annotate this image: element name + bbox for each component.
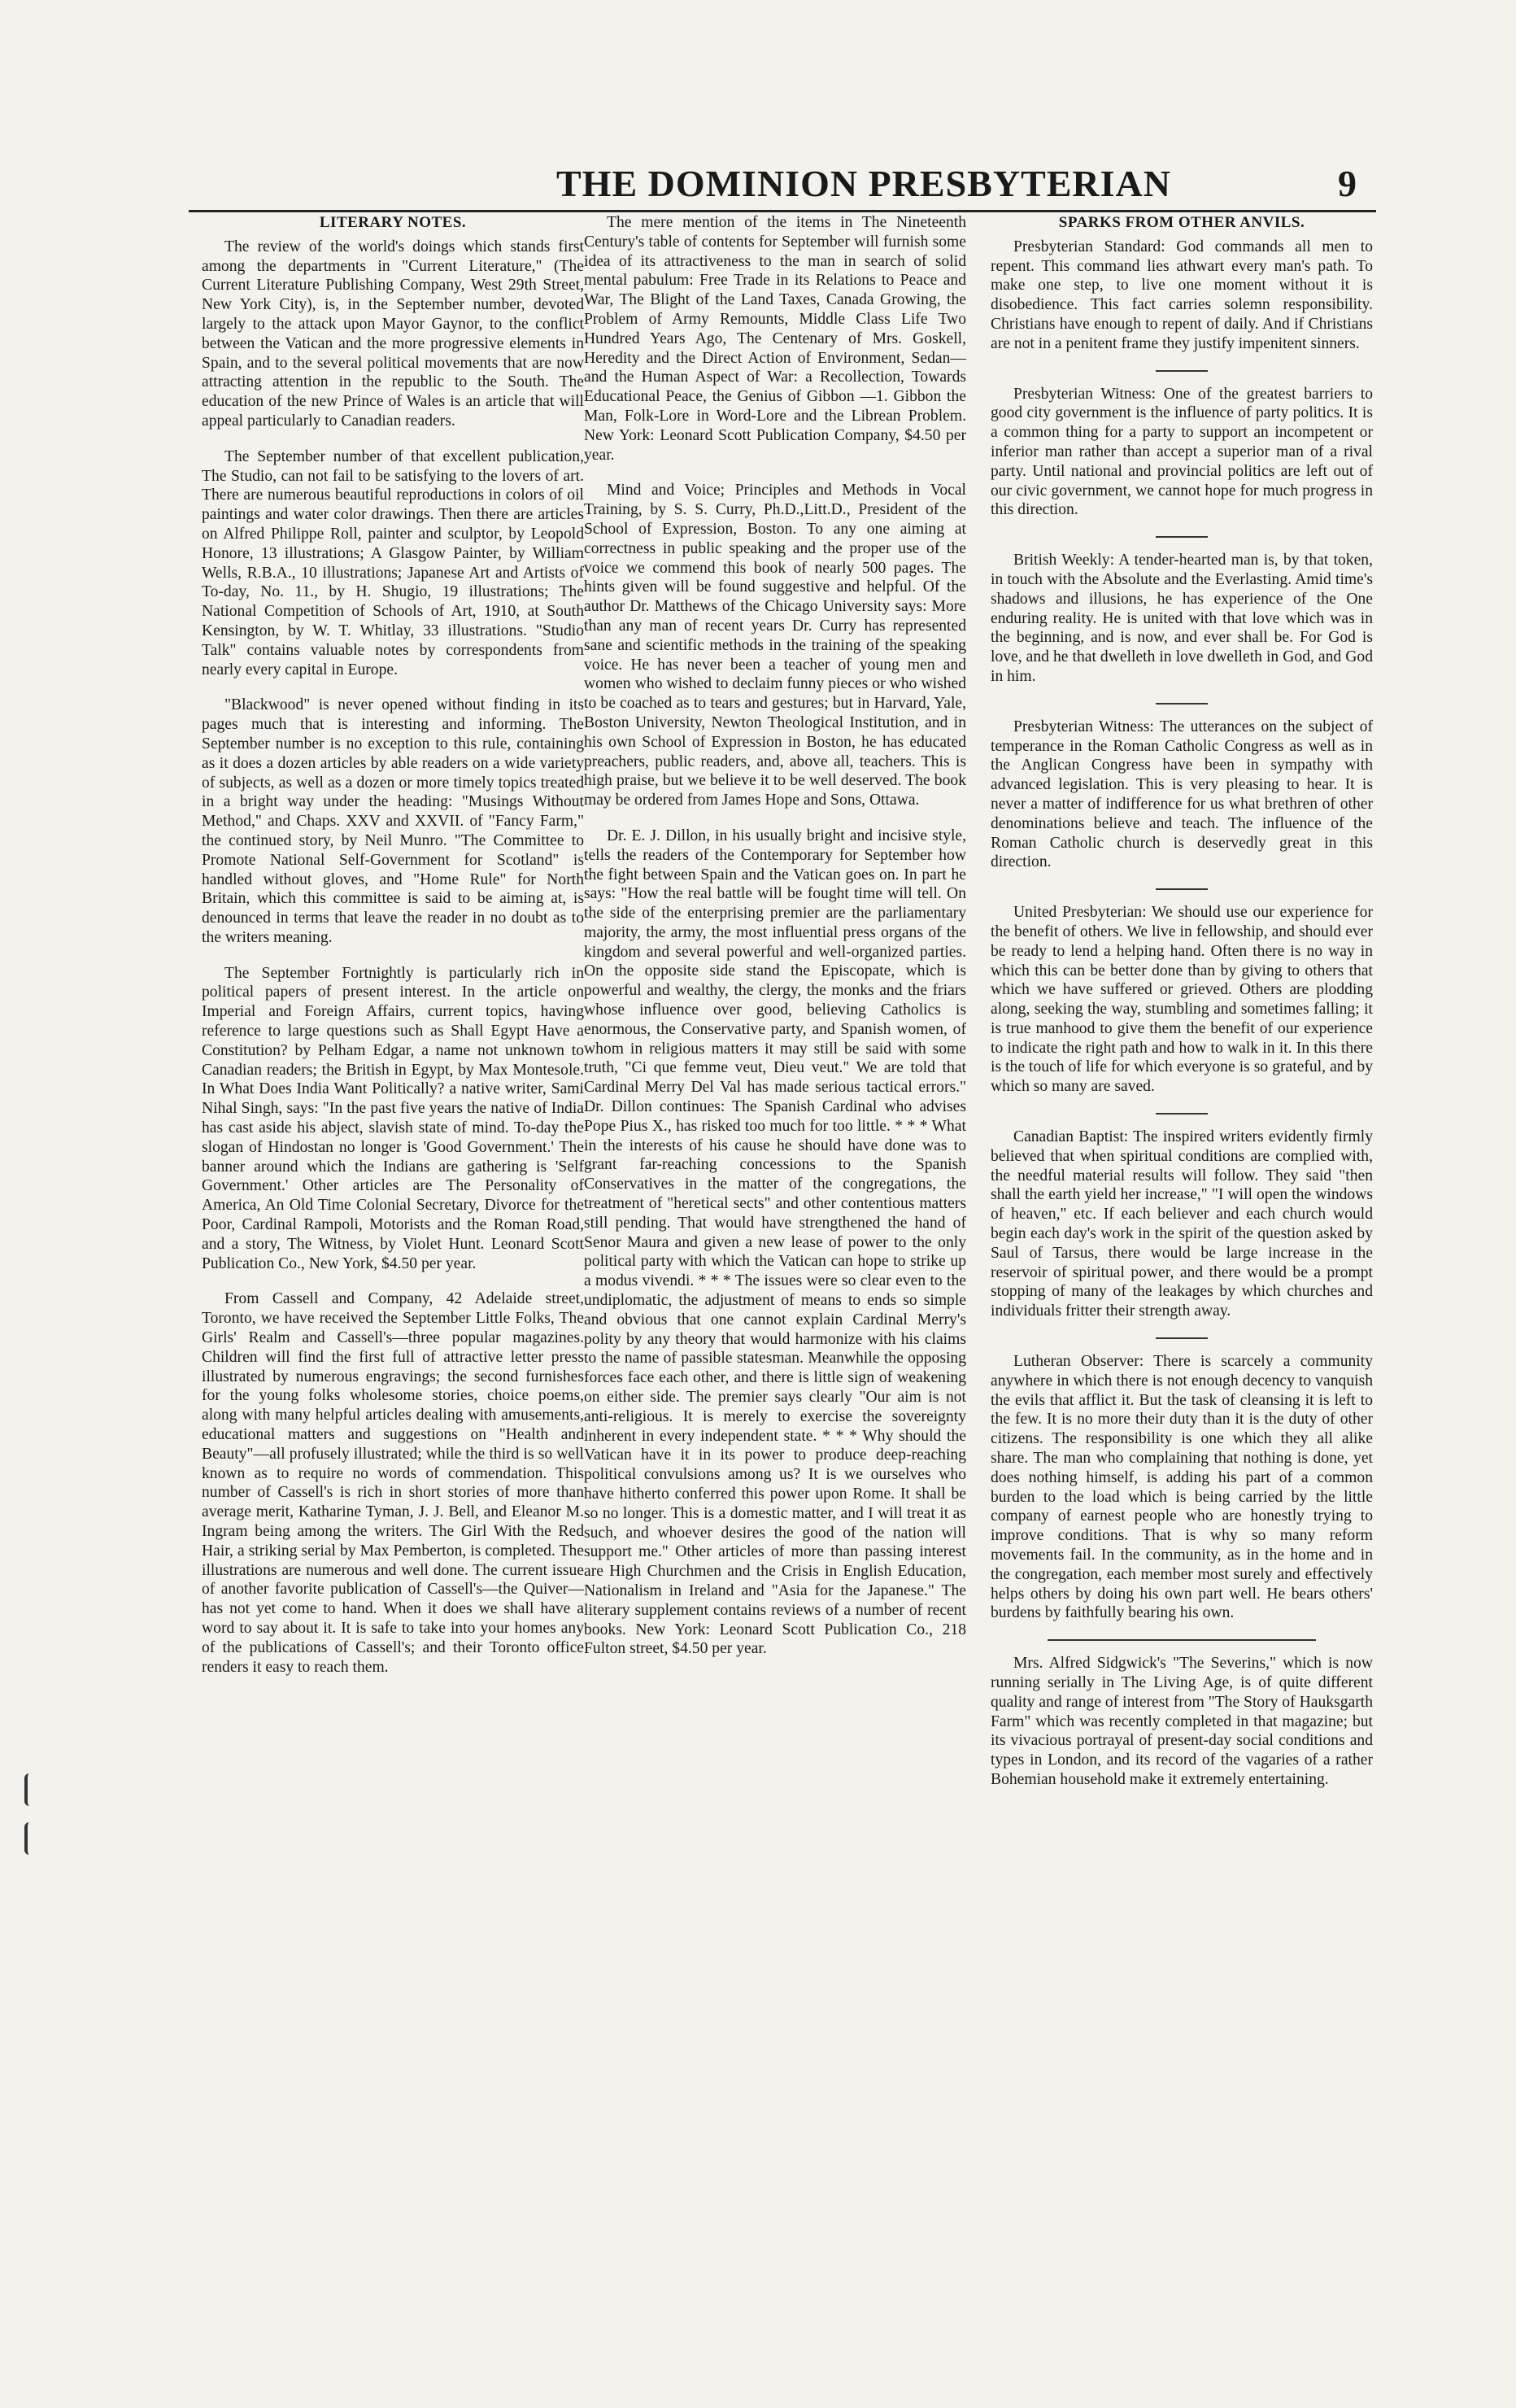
quote-paragraph: Canadian Baptist: The inspired writers evidently firmly believed that when spiritual conditions are complied with, the needful material results will follow. They said "then shall the earth yield her increase," "I will open the windows of heaven," etc. If each believer and each church would begin each day's work in the spirit of the question asked by Saul of Tarsus, there would be large increase in the reservoir of spiritual power, and there would be a prompt stopping of many of the leakages by which churches and individuals fritter their strength away. xyxy=(991,1128,1373,1320)
quote-paragraph: Presbyterian Standard: God commands all men to repent. This command lies athwart every man's path. To make one step, to live one moment without it is disobedience. This fact carries solemn responsibility. Christians have enough to repent of daily. And if Christians are not in a penitent frame they justify impenitent sinners. xyxy=(991,238,1373,352)
separator-rule xyxy=(1156,1337,1208,1339)
masthead xyxy=(189,159,1376,212)
masthead-rule xyxy=(189,210,1376,212)
separator-rule xyxy=(1156,370,1208,372)
article-paragraph: The review of the world's doings which stands first among the departments in "Current Literature," (The Current Literature Publishing Company, West 29th Street, New York City), is, in the September number, devoted largely to the attack upon Mayor Gaynor, to the conflict between the Vatican and the more progressive elements in Spain, and to the several political movements that are now attracting attention in the republic to the South. The education of the new Prince of Wales is an article that will appeal particularly to Canadian readers. xyxy=(202,238,584,430)
section-heading: SPARKS FROM OTHER ANVILS. xyxy=(1058,214,1305,231)
separator-rule xyxy=(1156,536,1208,538)
column-literary-notes xyxy=(202,213,584,1693)
article-paragraph: The mere mention of the items in The Nineteenth Century's table of contents for September will furnish some idea of its attractiveness to the man in search of solid mental pabulum: Free Trade in its Relations to Peace and War, The Blight of the Land Taxes, Canada Growing, the Problem of Army Remounts, Middle Class Life Two Hundred Years Ago, The Centenary of Mrs. Goskell, Heredity and the Direct Action of Environment, Sedan—and the Human Aspect of War: a Recollection, Towards Educational Peace, the Genius of Gibbon —1. Gibbon the Man, Folk-Lore in Word-Lore and the Librean Problem. New York: Leonard Scott Publication Company, $4.50 per year. xyxy=(584,214,966,464)
quote-paragraph: Presbyterian Witness: The utterances on the subject of temperance in the Roman Catholic Congress as well as in the Anglican Congress have been in sympathy with advanced legislation. This is very pleasing to hear. It is never a matter of indifference for us what brethren of other denominations believe and teach. The influence of the Roman Catholic church is deservedly great in this direction. xyxy=(991,718,1373,871)
section-heading: LITERARY NOTES. xyxy=(319,214,467,231)
column-reviews xyxy=(584,213,966,1675)
page-number: 9 xyxy=(1338,163,1357,204)
separator-rule xyxy=(1156,1113,1208,1115)
quote-paragraph: Lutheran Observer: There is scarcely a community anywhere in which there is not enough decency to vanquish the evils that afflict it. But the task of cleansing it is left to the few. It is no more their duty than it is the duty of other citizens. The responsibility is one which they all alike share. The man who complaining that nothing is done, yet does nothing himself, is adding his part of a common burden to the load which is being carried by the little company of earnest people who are honestly trying to improve conditions. That is why so many reform movements fail. In the community, as in the home and in the congregation, each member most surely and effectively helps others by doing his own part well. He bears others' burdens by faithfully bearing his own. xyxy=(991,1353,1373,1622)
column-sparks xyxy=(991,213,1373,1806)
separator-rule xyxy=(1048,1639,1316,1641)
article-paragraph: The September Fortnightly is particularly rich in political papers of present interest. In the article on Imperial and Foreign Affairs, current topics, having reference to large questions such as Shall Egypt Have a Constitution? by Pelham Edgar, a name not unknown to Canadian readers; the British in Egypt, by Max Montesole. In What Does India Want Politically? a native writer, Sami Nihal Singh, says: "In the past five years the native of India has cast aside his abject, slavish state of mind. To-day the slogan of Hindostan no longer is 'Good Government.' The banner around which the Indians are gathering is 'Self Government.' Other articles are The Personality of America, An Old Time Colonial Secretary, Divorce for the Poor, Cardinal Rampoli, Motorists and the Roman Road, and a story, The Witness, by Violet Hunt. Leonard Scott Publication Co., New York, $4.50 per year. xyxy=(202,964,584,1272)
article-paragraph: Mrs. Alfred Sidgwick's "The Severins," which is now running serially in The Living Age, is of quite different quality and range of interest from "The Story of Hauksgarth Farm" which was recently completed in that magazine; but its vivacious portrayal of present-day social conditions and types in London, and its record of the vagaries of a rather Bohemian household make it extremely entertaining. xyxy=(991,1655,1373,1788)
article-paragraph: Dr. E. J. Dillon, in his usually bright and incisive style, tells the readers of the Contemporary for September how the fight between Spain and the Vatican goes on. In part he says: "How the real battle will be fought time will tell. On the side of the enterprising premier are the parliamentary majority, the army, the most influential press organs of the kingdom and several powerful and well-organized parties. On the opposite side stand the Episcopate, which is powerful and wealthy, the clergy, the monks and the friars whose influence over good, believing Catholics is enormous, the Conservative party, and Spanish women, of whom in religious matters it may still be said with some truth, "Ci que femme veut, Dieu veut." We are told that Cardinal Merry Del Val has made serious tactical errors." Dr. Dillon continues: The Spanish Cardinal who advises Pope Pius X., has risked too much for too little. * * * What in the interests of his cause he should have done was to grant far-reaching concessions to the Spanish Conservatives in the matter of the congregations, the treatment of "heretical sects" and other contentious matters still pending. That would have strengthened the hand of Senor Maura and given a new lease of power to the only political party with which the Vatican can hope to strike up a modus vivendi. * * * The issues were so clear even to the undiplomatic, the adjustment of means to ends so simple and obvious that one cannot explain Cardinal Merry's polity by any theory that would harmonize with his claims to the name of passible statesman. Meanwhile the opposing forces face each other, and there is little sign of weakening on either side. The premier says clearly "Our aim is not anti-religious. It is merely to exercise the sovereignty inherent in every independent state. * * * Why should the Vatican have it in its power to produce deep-reaching political convulsions among us? It is we ourselves who have hitherto conferred this power upon Rome. It shall be so no longer. This is a domestic matter, and I will treat it as such, and whoever desires the good of the nation will support me." Other articles of more than passing interest are High Churchmen and the Crisis in English Education, Nationalism in Ireland and "Asia for the Japanese." The literary supplement contains reviews of a number of recent books. New York: Leonard Scott Publication Co., 218 Fulton street, $4.50 per year. xyxy=(584,827,966,1658)
separator-rule xyxy=(1156,703,1208,705)
article-paragraph: The September number of that excellent publication, The Studio, can not fail to be satisfying to the lovers of art. There are numerous beautiful reproductions in colors of oil paintings and water color drawings. Then there are articles on Alfred Philippe Roll, painter and sculptor, by Leopold Honore, 13 illustrations; A Glasgow Painter, by William Wells, R.B.A., 10 illustrations; Japanese Art and Artists of To-day, No. 11., by H. Shugio, 19 illustrations; The National Competition of Schools of Art, 1910, at South Kensington, by W. T. Whitlay, 33 illustrations. "Studio Talk" contains valuable notes by correspondents from nearly every capital in Europe. xyxy=(202,447,584,678)
quote-paragraph: British Weekly: A tender-hearted man is, by that token, in touch with the Absolute and the Everlasting. Amid time's shadows and illusions, he has experience of the One enduring reality. He is united with that love which was in the beginning, and is now, and ever shall be. For God is love, and he that dwelleth in love dwelleth in God, and God in him. xyxy=(991,552,1373,685)
quote-paragraph: United Presbyterian: We should use our experience for the benefit of others. We live in fellowship, and should ever be ready to lend a helping hand. Often there is no way in which this can be better done than by giving to others that which we have suffered or grieved. Others are plodding along, seeking the way, stumbling and sometimes falling; it is true manhood to give them the benefit of our experience to indicate the right path and how to walk in it. In this there is the touch of life for which everyone is so grateful, and by which so many are saved. xyxy=(991,904,1373,1096)
separator-rule xyxy=(1156,888,1208,890)
quote-paragraph: Presbyterian Witness: One of the greatest barriers to good city government is the influence of party politics. It is a common thing for a party to support an incompetent or inferior man rather than accept a superior man of a rival party. Until national and provincial politics are left out of our civic government, we cannot hope for much progress in this direction. xyxy=(991,385,1373,519)
article-paragraph: From Cassell and Company, 42 Adelaide street, Toronto, we have received the September Little Folks, The Girls' Realm and Cassell's—three popular magazines. Children will find the first full of attractive letter press illustrated by numerous engravings; the second furnishes for the young folks wholesome stories, choice poems, along with many helpful articles dealing with amusements, educational matters and suggestions on "Health and Beauty"—all profusely illustrated; while the third is so well known as to require no words of commendation. This number of Cassell's is rich in short stories of more than average merit, Katharine Tyman, J. J. Bell, and Eleanor M. Ingram being among the writers. The Girl With the Red Hair, a striking serial by Max Pemberton, is completed. The illustrations are numerous and well done. The current issue of another favorite publication of Cassell's—the Quiver—has not yet come to hand. When it does we shall have a word to say about it. It is safe to take into your homes any of the publications of Cassell's; and their Toronto office renders it easy to reach them. xyxy=(202,1290,584,1676)
page-title: THE DOMINION PRESBYTERIAN xyxy=(556,163,1171,204)
margin-mark xyxy=(24,1822,37,1855)
article-paragraph: "Blackwood" is never opened without finding in its pages much that is interesting and informing. The September number is no exception to this rule, containing as it does a dozen articles by able readers on a wide variety of subjects, as well as a dozen or more timely topics treated in a bright way under the heading: "Musings Without Method," and Chaps. XXV and XXVII. of "Fancy Farm," the continued story, by Neil Munro. "The Committee to Promote National Self-Government for Scotland" is handled without gloves, and "Home Rule" for North Britain, which this committee is said to be aiming at, is denounced in terms that leave the reader in no doubt as to the writers meaning. xyxy=(202,696,584,946)
article-paragraph: Mind and Voice; Principles and Methods in Vocal Training, by S. S. Curry, Ph.D.,Litt.D., President of the School of Expression, Boston. To any one aiming at correctness in public speaking and the proper use of the voice we commend this book of nearly 500 pages. The hints given will be found suggestive and helpful. Of the author Dr. Matthews of the Chicago University says: More than any man of recent years Dr. Curry has represented sane and scientific methods in the training of the speaking voice. He has never been a teacher of young men and women who wished to declaim funny pieces or who wished to be coached as to tears and gestures; but in Harvard, Yale, Boston University, Newton Theological Institution, and in his own School of Expression in Boston, he has educated preachers, public readers, and, above all, teachers. This is high praise, but we believe it to be well deserved. The book may be ordered from James Hope and Sons, Ottawa. xyxy=(584,482,966,809)
margin-mark xyxy=(24,1773,37,1806)
